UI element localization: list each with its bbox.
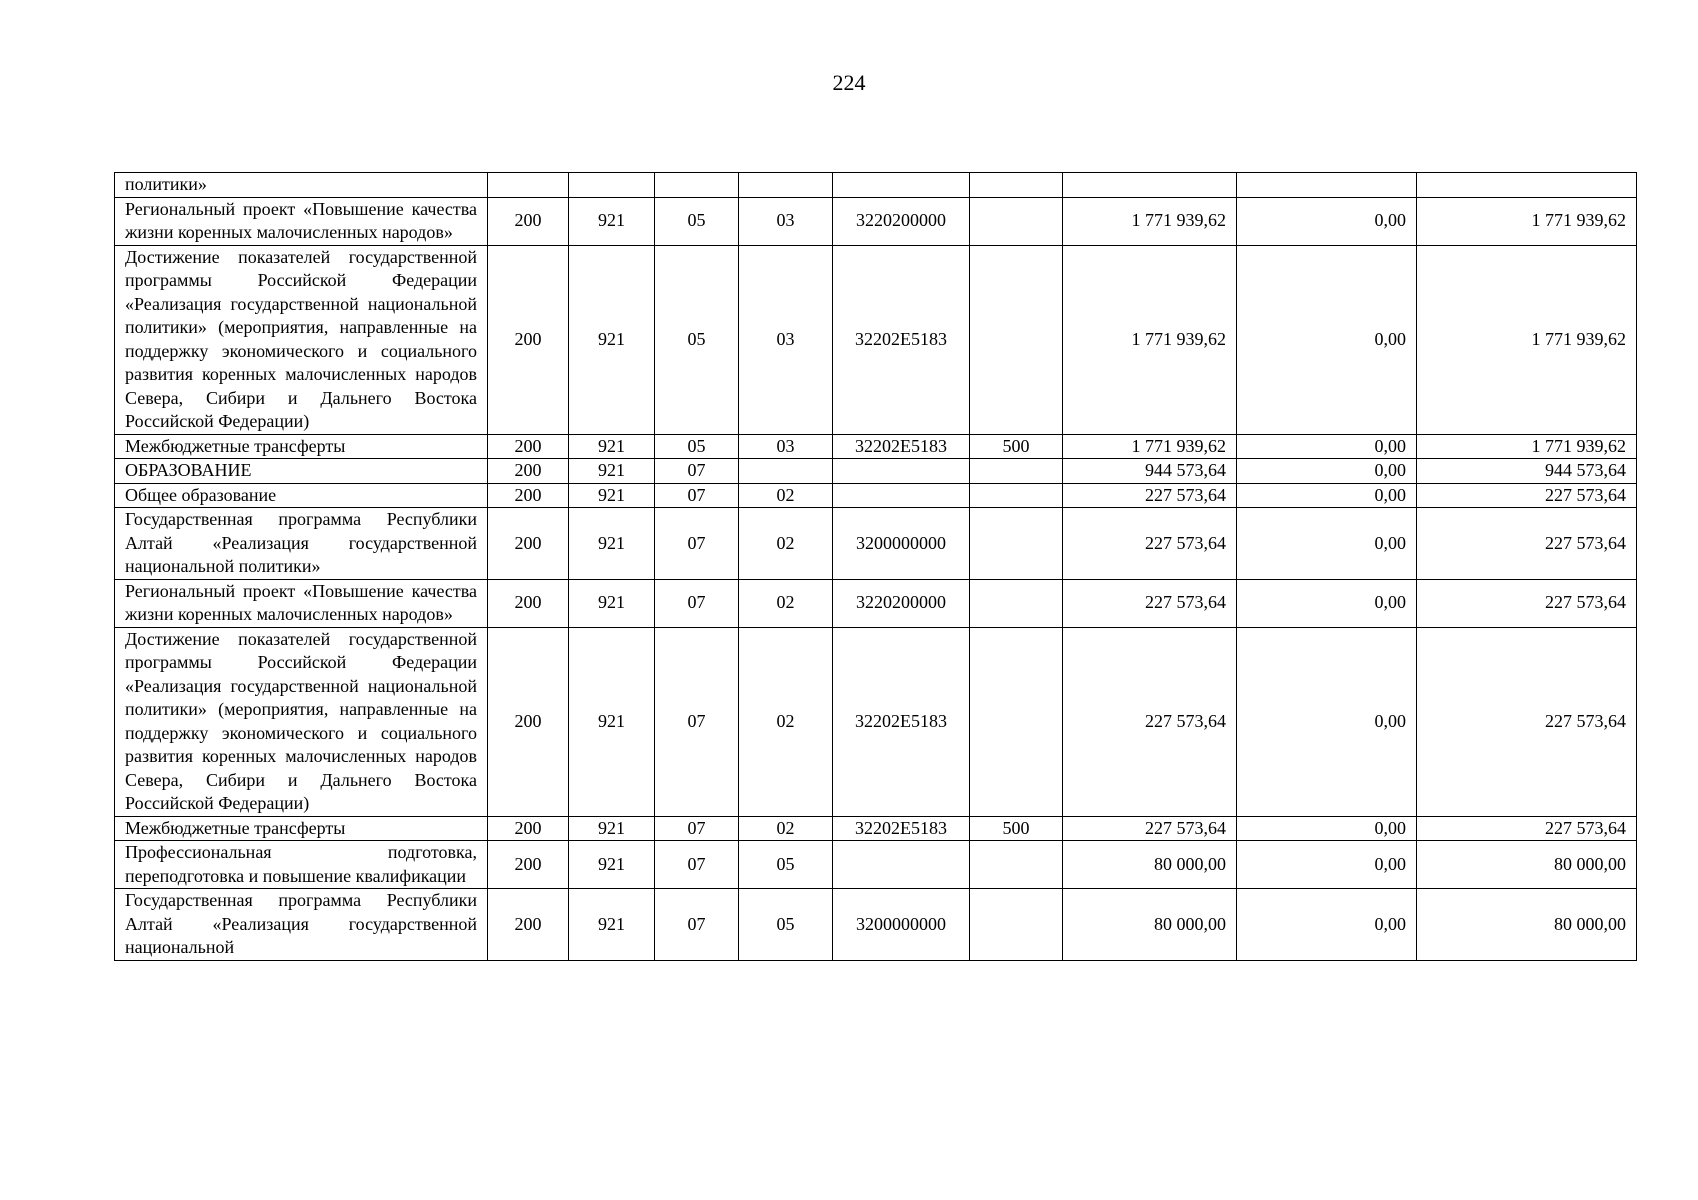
cell-razdel: 07 bbox=[655, 508, 739, 580]
cell-sum-regional: 80 000,00 bbox=[1417, 889, 1637, 961]
cell-podrazdel bbox=[739, 459, 833, 484]
cell-glava: 200 bbox=[488, 434, 569, 459]
cell-name: Межбюджетные трансферты bbox=[115, 816, 488, 841]
cell-podrazdel: 03 bbox=[739, 197, 833, 245]
cell-ved: 921 bbox=[569, 508, 655, 580]
cell-vid-raskhodov bbox=[970, 627, 1063, 816]
cell-sum-regional: 1 771 939,62 bbox=[1417, 434, 1637, 459]
cell-tselevaya-statya: 32202E5183 bbox=[833, 434, 970, 459]
cell-glava: 200 bbox=[488, 889, 569, 961]
cell-podrazdel: 02 bbox=[739, 508, 833, 580]
cell-vid-raskhodov bbox=[970, 173, 1063, 198]
cell-sum-total: 227 573,64 bbox=[1063, 508, 1237, 580]
cell-vid-raskhodov: 500 bbox=[970, 816, 1063, 841]
cell-ved: 921 bbox=[569, 579, 655, 627]
cell-sum-federal bbox=[1237, 173, 1417, 198]
cell-sum-total: 227 573,64 bbox=[1063, 579, 1237, 627]
cell-vid-raskhodov bbox=[970, 197, 1063, 245]
cell-tselevaya-statya: 32202E5183 bbox=[833, 816, 970, 841]
table-row bbox=[115, 889, 1637, 961]
cell-podrazdel: 03 bbox=[739, 245, 833, 434]
cell-ved: 921 bbox=[569, 841, 655, 889]
table-row bbox=[115, 483, 1637, 508]
cell-sum-federal: 0,00 bbox=[1237, 245, 1417, 434]
table-row bbox=[115, 245, 1637, 434]
table-row bbox=[115, 627, 1637, 816]
cell-glava: 200 bbox=[488, 816, 569, 841]
cell-name: Общее образование bbox=[115, 483, 488, 508]
budget-table bbox=[114, 172, 1637, 961]
cell-tselevaya-statya: 3220200000 bbox=[833, 579, 970, 627]
cell-vid-raskhodov bbox=[970, 841, 1063, 889]
cell-vid-raskhodov bbox=[970, 245, 1063, 434]
cell-sum-regional: 227 573,64 bbox=[1417, 483, 1637, 508]
cell-tselevaya-statya: 3220200000 bbox=[833, 197, 970, 245]
cell-ved: 921 bbox=[569, 245, 655, 434]
cell-ved bbox=[569, 173, 655, 198]
cell-vid-raskhodov bbox=[970, 889, 1063, 961]
cell-sum-total: 80 000,00 bbox=[1063, 889, 1237, 961]
cell-tselevaya-statya: 3200000000 bbox=[833, 508, 970, 580]
table-row bbox=[115, 197, 1637, 245]
cell-name: политики» bbox=[115, 173, 488, 198]
cell-name: ОБРАЗОВАНИЕ bbox=[115, 459, 488, 484]
cell-podrazdel: 02 bbox=[739, 483, 833, 508]
cell-razdel: 05 bbox=[655, 434, 739, 459]
cell-glava: 200 bbox=[488, 197, 569, 245]
cell-name: Достижение показателей государственной программы Российской Федерации «Реализация государственной национальной политики» (мероприятия, направленные на поддержку экономического и социального развития коренных малочисленных народов Севера, Сибири и Дальнего Востока Российской Федерации) bbox=[115, 245, 488, 434]
cell-sum-federal: 0,00 bbox=[1237, 197, 1417, 245]
cell-sum-federal: 0,00 bbox=[1237, 816, 1417, 841]
cell-podrazdel: 05 bbox=[739, 889, 833, 961]
table-row bbox=[115, 816, 1637, 841]
cell-glava: 200 bbox=[488, 579, 569, 627]
cell-podrazdel: 02 bbox=[739, 627, 833, 816]
cell-razdel: 07 bbox=[655, 627, 739, 816]
cell-ved: 921 bbox=[569, 434, 655, 459]
cell-glava: 200 bbox=[488, 841, 569, 889]
cell-glava: 200 bbox=[488, 245, 569, 434]
cell-razdel: 07 bbox=[655, 889, 739, 961]
cell-sum-total: 80 000,00 bbox=[1063, 841, 1237, 889]
cell-vid-raskhodov bbox=[970, 579, 1063, 627]
cell-sum-regional: 227 573,64 bbox=[1417, 627, 1637, 816]
cell-sum-federal: 0,00 bbox=[1237, 459, 1417, 484]
cell-sum-regional: 1 771 939,62 bbox=[1417, 197, 1637, 245]
cell-vid-raskhodov: 500 bbox=[970, 434, 1063, 459]
cell-name: Профессиональная подготовка, переподготовка и повышение квалификации bbox=[115, 841, 488, 889]
table-row bbox=[115, 579, 1637, 627]
cell-sum-total: 227 573,64 bbox=[1063, 627, 1237, 816]
cell-ved: 921 bbox=[569, 483, 655, 508]
cell-sum-federal: 0,00 bbox=[1237, 889, 1417, 961]
cell-vid-raskhodov bbox=[970, 483, 1063, 508]
table-row bbox=[115, 434, 1637, 459]
cell-sum-federal: 0,00 bbox=[1237, 841, 1417, 889]
cell-name: Достижение показателей государственной программы Российской Федерации «Реализация государственной национальной политики» (мероприятия, направленные на поддержку экономического и социального развития коренных малочисленных народов Севера, Сибири и Дальнего Востока Российской Федерации) bbox=[115, 627, 488, 816]
cell-razdel bbox=[655, 173, 739, 198]
cell-glava: 200 bbox=[488, 508, 569, 580]
table-row bbox=[115, 173, 1637, 198]
cell-sum-total: 1 771 939,62 bbox=[1063, 434, 1237, 459]
cell-name: Региональный проект «Повышение качества жизни коренных малочисленных народов» bbox=[115, 579, 488, 627]
table-row bbox=[115, 459, 1637, 484]
cell-sum-total bbox=[1063, 173, 1237, 198]
cell-podrazdel: 02 bbox=[739, 579, 833, 627]
cell-sum-total: 227 573,64 bbox=[1063, 483, 1237, 508]
cell-razdel: 07 bbox=[655, 841, 739, 889]
cell-tselevaya-statya: 3200000000 bbox=[833, 889, 970, 961]
cell-name: Государственная программа Республики Алтай «Реализация государственной национальной политики» bbox=[115, 508, 488, 580]
cell-sum-regional: 227 573,64 bbox=[1417, 579, 1637, 627]
cell-sum-regional: 227 573,64 bbox=[1417, 508, 1637, 580]
cell-razdel: 07 bbox=[655, 459, 739, 484]
cell-ved: 921 bbox=[569, 627, 655, 816]
cell-glava: 200 bbox=[488, 483, 569, 508]
cell-sum-federal: 0,00 bbox=[1237, 579, 1417, 627]
cell-tselevaya-statya: 32202E5183 bbox=[833, 245, 970, 434]
cell-tselevaya-statya: 32202E5183 bbox=[833, 627, 970, 816]
cell-ved: 921 bbox=[569, 459, 655, 484]
cell-tselevaya-statya bbox=[833, 173, 970, 198]
cell-sum-total: 1 771 939,62 bbox=[1063, 245, 1237, 434]
cell-razdel: 07 bbox=[655, 483, 739, 508]
cell-glava bbox=[488, 173, 569, 198]
cell-name: Межбюджетные трансферты bbox=[115, 434, 488, 459]
cell-razdel: 05 bbox=[655, 197, 739, 245]
table-body bbox=[115, 173, 1637, 961]
cell-ved: 921 bbox=[569, 816, 655, 841]
cell-sum-total: 944 573,64 bbox=[1063, 459, 1237, 484]
cell-sum-federal: 0,00 bbox=[1237, 627, 1417, 816]
cell-name: Государственная программа Республики Алтай «Реализация государственной национальной bbox=[115, 889, 488, 961]
cell-sum-total: 227 573,64 bbox=[1063, 816, 1237, 841]
page-number: 224 bbox=[832, 70, 866, 95]
cell-sum-regional: 80 000,00 bbox=[1417, 841, 1637, 889]
cell-ved: 921 bbox=[569, 197, 655, 245]
table-row bbox=[115, 841, 1637, 889]
cell-tselevaya-statya bbox=[833, 459, 970, 484]
cell-sum-regional: 227 573,64 bbox=[1417, 816, 1637, 841]
cell-sum-federal: 0,00 bbox=[1237, 483, 1417, 508]
cell-sum-federal: 0,00 bbox=[1237, 434, 1417, 459]
cell-razdel: 07 bbox=[655, 579, 739, 627]
cell-sum-regional: 944 573,64 bbox=[1417, 459, 1637, 484]
cell-podrazdel: 02 bbox=[739, 816, 833, 841]
cell-name: Региональный проект «Повышение качества жизни коренных малочисленных народов» bbox=[115, 197, 488, 245]
cell-podrazdel bbox=[739, 173, 833, 198]
cell-ved: 921 bbox=[569, 889, 655, 961]
cell-sum-federal: 0,00 bbox=[1237, 508, 1417, 580]
cell-podrazdel: 03 bbox=[739, 434, 833, 459]
cell-glava: 200 bbox=[488, 627, 569, 816]
cell-podrazdel: 05 bbox=[739, 841, 833, 889]
cell-glava: 200 bbox=[488, 459, 569, 484]
cell-vid-raskhodov bbox=[970, 508, 1063, 580]
cell-tselevaya-statya bbox=[833, 483, 970, 508]
cell-tselevaya-statya bbox=[833, 841, 970, 889]
cell-vid-raskhodov bbox=[970, 459, 1063, 484]
cell-sum-regional: 1 771 939,62 bbox=[1417, 245, 1637, 434]
cell-sum-total: 1 771 939,62 bbox=[1063, 197, 1237, 245]
table-row bbox=[115, 508, 1637, 580]
cell-sum-regional bbox=[1417, 173, 1637, 198]
cell-razdel: 07 bbox=[655, 816, 739, 841]
cell-razdel: 05 bbox=[655, 245, 739, 434]
